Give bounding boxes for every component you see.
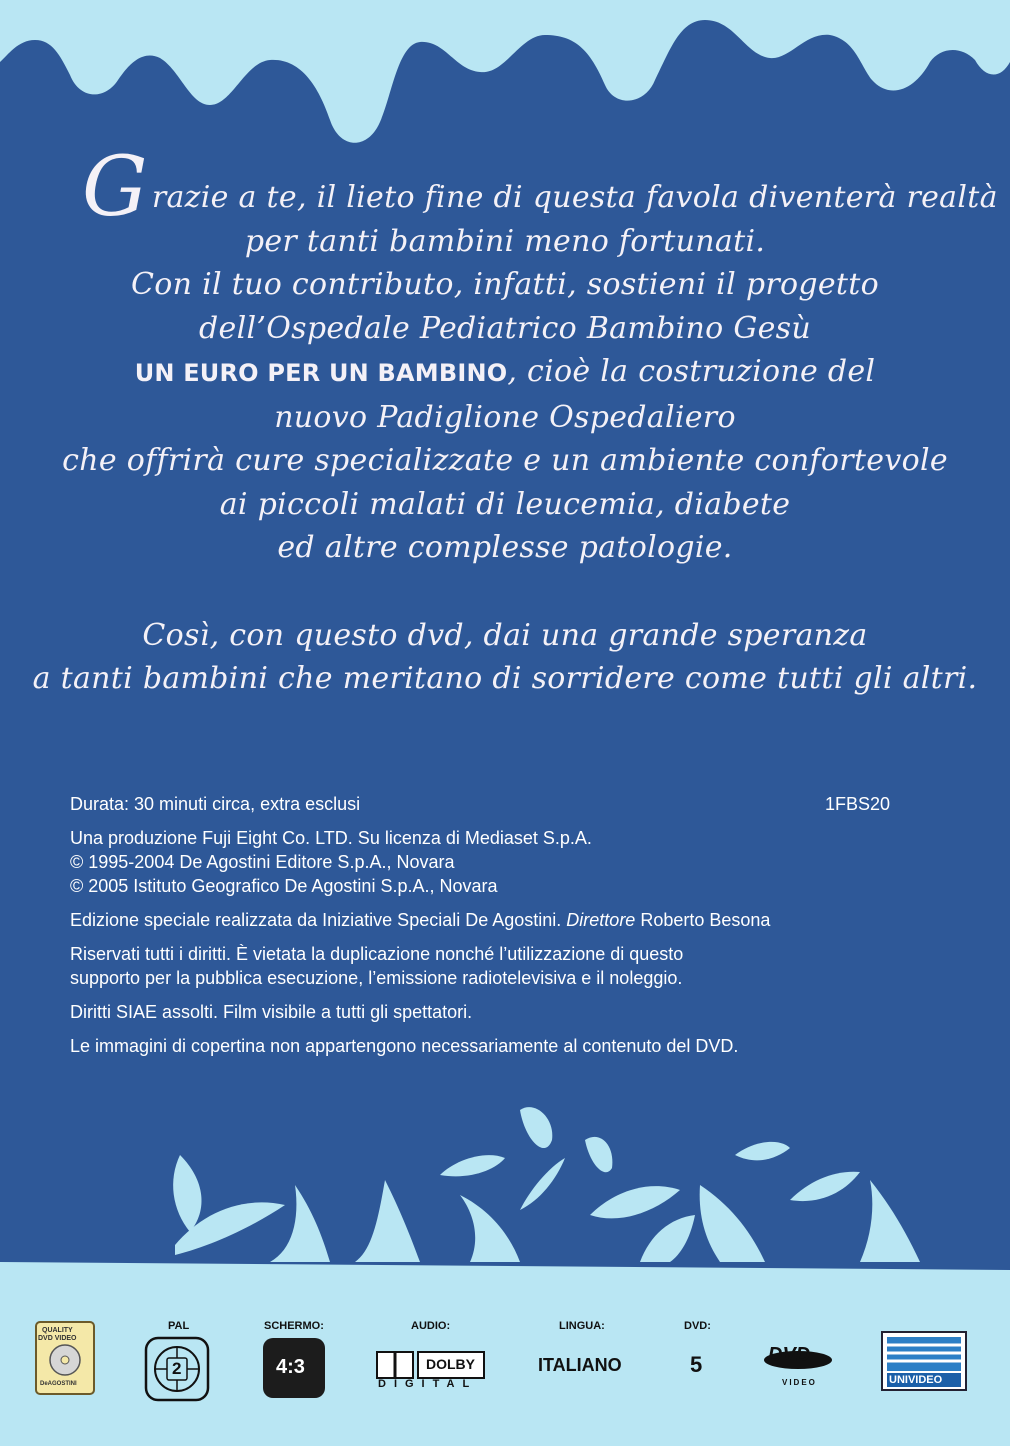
rights-line-2: supporto per la pubblica esecuzione, l’emissione radiotelevisiva e il noleggio. (70, 968, 683, 988)
schermo-value: 4:3 (276, 1356, 305, 1378)
quality-line-1: QUALITY (42, 1327, 73, 1334)
campaign-title: UN EURO PER UN BAMBINO (134, 359, 508, 387)
copyright-2: © 2005 Istituto Geografico De Agostini S.p.A., Novara (70, 876, 498, 896)
message-line-3: Con il tuo contributo, infatti, sostieni il progetto (131, 267, 879, 302)
rights-line-1: Riservati tutti i diritti. È vietata la duplicazione nonché l’utilizzazione di questo (70, 944, 684, 964)
univideo-logo-text: UNIVIDEO (889, 1374, 943, 1386)
schermo-label: SCHERMO: (264, 1320, 324, 1332)
edition-text: Edizione speciale realizzata da Iniziative Speciali De Agostini. (70, 910, 562, 930)
message-line-8: ai piccoli malati di leucemia, diabete (219, 486, 791, 522)
dolby-text: DOLBY (426, 1356, 475, 1372)
director-name: Roberto Besona (640, 910, 771, 930)
copyright-1: © 1995-2004 De Agostini Editore S.p.A., Novara (70, 852, 455, 872)
cover-disclaimer: Le immagini di copertina non appartengono necessariamente al contenuto del DVD. (70, 1036, 739, 1056)
duration-text: Durata: 30 minuti circa, extra esclusi (70, 794, 361, 814)
digital-text: DIGITAL (378, 1378, 478, 1390)
message-line-4: dell’Ospedale Pediatrico Bambino Gesù (199, 310, 811, 346)
quality-line-2: DVD VIDEO (38, 1335, 77, 1342)
message-line-1-text: razie a te, il lieto fine di questa favola diventerà realtà (151, 180, 998, 215)
message-line-7: che offrirà cure specializzate e un ambiente confortevole (62, 443, 948, 478)
message-line-10: Così, con questo dvd, dai una grande speranza (142, 617, 868, 653)
message-line-2: per tanti bambini meno fortunati. (244, 223, 766, 259)
message-line-11: a tanti bambini che meritano di sorridere come tutti gli altri. (32, 661, 978, 696)
product-code: 1FBS20 (824, 794, 890, 814)
pal-label: PAL (168, 1320, 190, 1332)
siae-text: Diritti SIAE assolti. Film visibile a tutti gli spettatori. (70, 1002, 473, 1022)
message-line-5-text: , cioè la costruzione del (507, 354, 876, 389)
audio-label: AUDIO: (411, 1320, 451, 1332)
dvd-logo-sub: VIDEO (782, 1378, 817, 1387)
dvd-count-label: DVD: (684, 1320, 711, 1332)
quality-brand: DeAGOSTINI (40, 1381, 77, 1387)
dvd-count-value: 5 (690, 1352, 703, 1377)
pal-value: 2 (172, 1359, 182, 1378)
lingua-value: ITALIANO (538, 1355, 622, 1375)
production-text: Una produzione Fuji Eight Co. LTD. Su licenza di Mediaset S.p.A. (70, 828, 592, 848)
lingua-label: LINGUA: (559, 1320, 605, 1332)
decorative-initial: G (82, 140, 148, 235)
message-line-9: ed altre complesse patologie. (277, 530, 733, 565)
director-label: Direttore (566, 910, 636, 930)
message-line-6: nuovo Padiglione Ospedaliero (274, 399, 736, 435)
dvd-logo-text: DVD (768, 1344, 811, 1366)
